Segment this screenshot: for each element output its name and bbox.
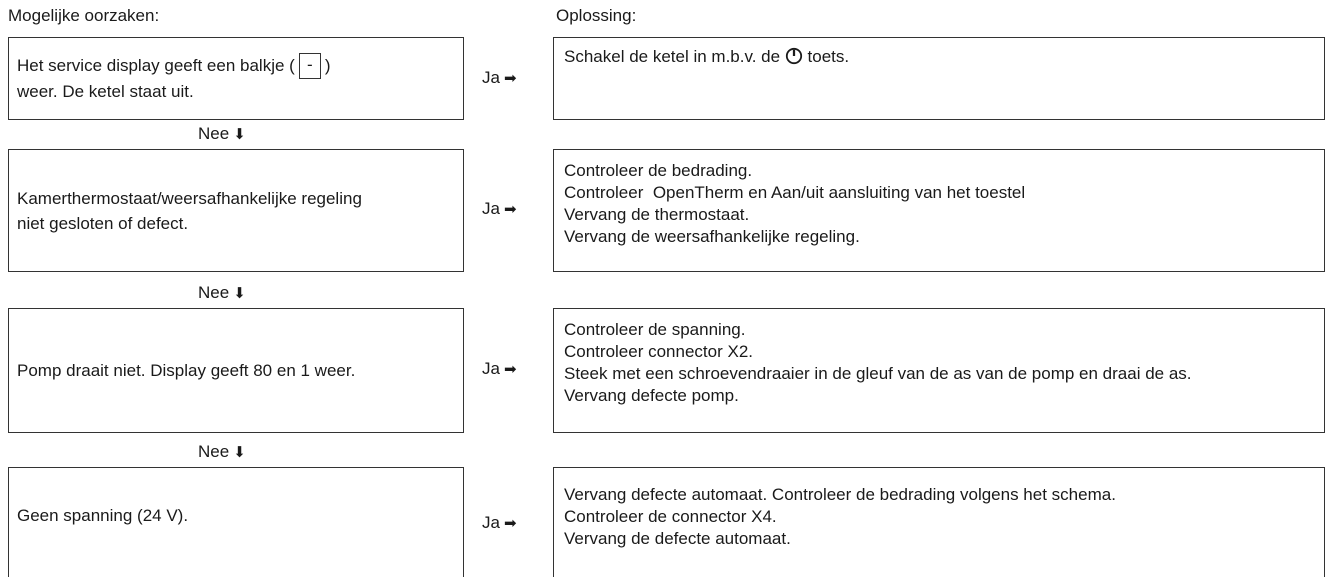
solution-3-line2: Controleer connector X2. — [564, 342, 753, 361]
arrow-down-icon: ⬇ — [233, 444, 246, 461]
arrow-right-icon: ➡ — [503, 201, 517, 218]
cause-1-part2: ) — [324, 55, 331, 75]
yes-label: Ja — [482, 359, 500, 378]
solution-3-line1: Controleer de spanning. — [564, 320, 746, 339]
solution-1-after: toets. — [807, 47, 850, 66]
solution-1-before: Schakel de ketel in m.b.v. de — [564, 47, 781, 66]
yes-arrow-1 — [482, 68, 517, 88]
yes-label: Ja — [482, 513, 500, 532]
yes-label: Ja — [482, 68, 500, 87]
cause-4-line1: Geen spanning (24 V). — [17, 506, 189, 525]
cause-1-line2: weer. De ketel staat uit. — [17, 82, 194, 102]
no-arrow-2 — [198, 283, 246, 303]
cause-box-2 — [8, 149, 464, 272]
solution-box-4 — [553, 467, 1325, 577]
arrow-right-icon: ➡ — [503, 70, 517, 87]
cause-box-3 — [8, 308, 464, 433]
no-label: Nee — [198, 442, 230, 461]
solution-box-3 — [553, 308, 1325, 433]
solution-header: Oplossing: — [556, 6, 637, 25]
solution-2-line3: Vervang de thermostaat. — [564, 205, 750, 224]
no-label: Nee — [198, 124, 230, 143]
solution-4-line2: Controleer de connector X4. — [564, 507, 777, 526]
solution-2-line2: Controleer OpenTherm en Aan/uit aansluiting van het toestel — [564, 183, 1026, 202]
no-label: Nee — [198, 283, 230, 302]
solution-3-line4: Vervang defecte pomp. — [564, 386, 739, 405]
display-bar-symbol: - — [299, 53, 321, 79]
cause-text-2 — [17, 186, 362, 236]
cause-2-line2: niet gesloten of defect. — [17, 213, 189, 233]
no-arrow-3 — [198, 442, 246, 462]
solution-2-line4: Vervang de weersafhankelijke regeling. — [564, 227, 860, 246]
arrow-down-icon: ⬇ — [233, 126, 246, 143]
solution-3-line3: Steek met een schroevendraaier in de gleuf van de as van de pomp en draai de as. — [564, 364, 1192, 383]
cause-box-4 — [8, 467, 464, 577]
arrow-down-icon: ⬇ — [233, 285, 246, 302]
yes-label: Ja — [482, 199, 500, 218]
cause-3-line1: Pomp draait niet. Display geeft 80 en 1 weer. — [17, 361, 356, 380]
arrow-right-icon: ➡ — [503, 361, 517, 378]
solution-4-line3: Vervang de defecte automaat. — [564, 529, 791, 548]
solution-2-line1: Controleer de bedrading. — [564, 161, 753, 180]
solution-box-1 — [553, 37, 1325, 120]
solution-box-2 — [553, 149, 1325, 272]
cause-2-line1: Kamerthermostaat/weersafhankelijke regeling — [17, 188, 362, 208]
arrow-right-icon: ➡ — [503, 515, 517, 532]
cause-1-part1: Het service display geeft een balkje ( — [17, 55, 295, 75]
cause-box-1 — [8, 37, 464, 120]
no-arrow-1 — [198, 124, 246, 144]
yes-arrow-3 — [482, 359, 517, 379]
yes-arrow-2 — [482, 199, 517, 219]
yes-arrow-4 — [482, 513, 517, 533]
cause-text-1 — [17, 53, 330, 105]
causes-header: Mogelijke oorzaken: — [8, 6, 160, 25]
power-icon — [785, 47, 803, 65]
solution-4-line1: Vervang defecte automaat. Controleer de bedrading volgens het schema. — [564, 485, 1116, 504]
